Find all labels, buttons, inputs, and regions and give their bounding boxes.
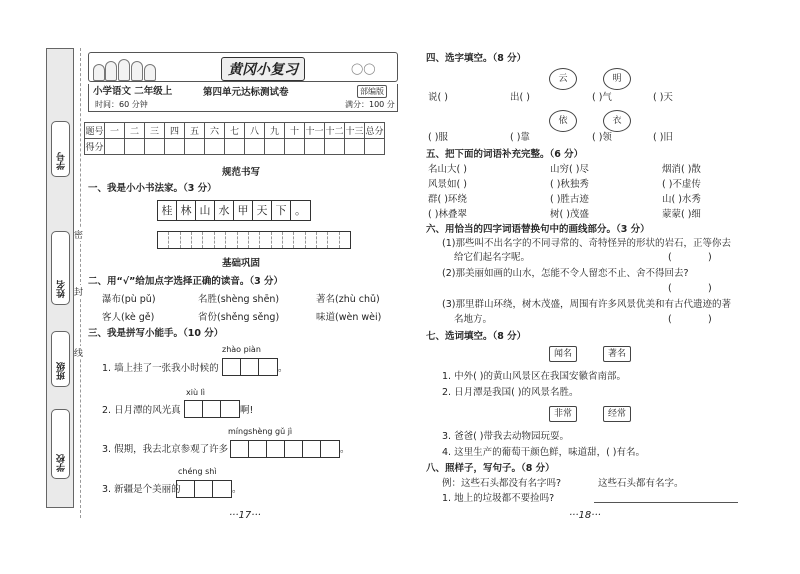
header-banner — [88, 52, 398, 82]
cut-mark-line: 线 — [74, 346, 83, 359]
header-info — [88, 84, 398, 112]
q6-item-2: (2)那美丽如画的山水，怎能不令人留恋不止、舍不得回去? — [442, 268, 689, 279]
question-6-heading: 六、用恰当的四字词语替换句中的画线部分。（3 分） — [426, 224, 650, 235]
score-cell[interactable] — [185, 139, 205, 155]
score-header-cell: 八 — [245, 123, 265, 139]
score-header-cell: 六 — [205, 123, 225, 139]
model-char: 。 — [295, 204, 306, 217]
score-header-cell: 九 — [265, 123, 285, 139]
score-cell[interactable] — [225, 139, 245, 155]
answer-grid-2[interactable] — [184, 400, 240, 418]
idiom-3[interactable]: 烟消( )散 — [662, 164, 701, 175]
page-number-left-value: 17 — [238, 510, 252, 521]
idiom-5[interactable]: ( )秋独秀 — [550, 179, 589, 190]
idiom-4[interactable]: 风景如( ) — [428, 179, 467, 190]
q7-item-1[interactable]: 1. 中外( )的黄山风景区在我国安徽省南部。 — [442, 371, 627, 382]
reading-choice-5[interactable]: 省份(shěng sěng) — [198, 312, 280, 323]
question-8-heading: 八、照样子，写句子。（8 分） — [426, 463, 555, 474]
score-cell[interactable] — [285, 139, 305, 155]
subject-grade: 小学语文 二年级上 — [93, 86, 173, 97]
score-cell[interactable] — [265, 139, 285, 155]
idiom-2[interactable]: 山穷( )尽 — [550, 164, 589, 175]
score-cell[interactable] — [345, 139, 365, 155]
score-header-cell: 二 — [125, 123, 145, 139]
word-box-feichang: 非常 — [549, 406, 577, 422]
score-row-label: 得分 — [85, 139, 105, 155]
score-header-cell: 一 — [105, 123, 125, 139]
edition-badge: 部编版 — [357, 85, 387, 98]
name-label: 姓名 — [57, 280, 67, 298]
punct-1: 。 — [278, 363, 288, 374]
section-heading-norm: 规范书写 — [222, 167, 261, 178]
choice-char-yun: 云 — [549, 68, 577, 90]
punct-4: 。 — [232, 484, 242, 495]
score-header-cell: 七 — [225, 123, 245, 139]
score-header-cell: 十一 — [305, 123, 325, 139]
q7-item-3[interactable]: 3. 爸爸( )带我去动物园玩耍。 — [442, 431, 570, 442]
cut-line — [80, 48, 81, 518]
model-char: 水 — [215, 201, 234, 220]
pinyin-hint-4: chéng shì — [178, 467, 217, 476]
fill-4-7[interactable]: ( )领 — [592, 132, 612, 143]
model-char: 桂 — [158, 201, 177, 220]
fill-4-2[interactable]: 出( ) — [510, 92, 530, 103]
answer-paren-6-3[interactable]: ( ) — [668, 314, 712, 325]
score-header-cell: 十三 — [345, 123, 365, 139]
score-cell[interactable] — [125, 139, 145, 155]
fill-4-3[interactable]: ( )气 — [592, 92, 612, 103]
idiom-1[interactable]: 名山大( ) — [428, 164, 467, 175]
answer-grid-3[interactable] — [230, 440, 340, 458]
binding-sidebar — [46, 48, 74, 508]
score-cell[interactable] — [245, 139, 265, 155]
score-header-cell: 五 — [185, 123, 205, 139]
answer-paren-6-1[interactable]: ( ) — [668, 252, 712, 263]
model-char: 甲 — [234, 201, 253, 220]
score-cell[interactable] — [305, 139, 325, 155]
page-number-right: ···18··· — [569, 510, 601, 521]
answer-paren-6-2[interactable]: ( ) — [668, 283, 712, 294]
score-cell[interactable] — [105, 139, 125, 155]
calligraphy-model-row — [157, 200, 311, 221]
idiom-12[interactable]: 蒙蒙( )细 — [662, 209, 701, 220]
score-cell[interactable] — [325, 139, 345, 155]
fill-4-4[interactable]: ( )天 — [653, 92, 673, 103]
cut-mark-seal: 密 — [74, 228, 83, 241]
idiom-7[interactable]: 群( )环绕 — [428, 194, 467, 205]
score-header-cell: 题号 — [85, 123, 105, 139]
fill-4-8[interactable]: ( )旧 — [653, 132, 673, 143]
class-box — [51, 331, 70, 387]
word-box-jingchang: 经常 — [603, 406, 631, 422]
q7-item-4[interactable]: 4. 这里生产的葡萄干颜色鲜，味道甜，( )有名。 — [442, 447, 646, 458]
score-header-cell: 三 — [145, 123, 165, 139]
model-char: 山 — [196, 201, 215, 220]
name-box — [51, 231, 70, 305]
score-cell[interactable] — [165, 139, 185, 155]
idiom-9[interactable]: 山( )水秀 — [662, 194, 701, 205]
score-header-cell: 四 — [165, 123, 185, 139]
children-illustration — [93, 55, 163, 81]
full-score: 满分：100 分 — [345, 100, 395, 109]
time-limit: 时间：60 分钟 — [95, 100, 148, 109]
reading-choice-6[interactable]: 味道(wèn wèi) — [316, 312, 382, 323]
word-box-zhuming: 著名 — [603, 346, 631, 362]
score-table-score-row — [85, 139, 385, 155]
score-cell[interactable] — [145, 139, 165, 155]
answer-grid-1[interactable] — [222, 358, 278, 376]
question-2-heading: 二、用“√”给加点字选择正确的读音。（3 分） — [88, 276, 283, 287]
model-char: 林 — [177, 201, 196, 220]
q6-item-3-line2: 名地方。 — [454, 314, 493, 325]
model-char: 天 — [253, 201, 272, 220]
q8-example: 例：这些石头都没有名字吗? — [442, 478, 562, 489]
question-7-heading: 七、选词填空。（8 分） — [426, 331, 527, 342]
word-box-wenming: 闻名 — [549, 346, 577, 362]
score-cell[interactable] — [205, 139, 225, 155]
punct-3: 。 — [340, 444, 350, 455]
idiom-6[interactable]: ( )不虚传 — [662, 179, 701, 190]
fill-4-6[interactable]: ( )靠 — [510, 132, 530, 143]
score-header-cell: 十二 — [325, 123, 345, 139]
punct-2: 啊! — [240, 405, 254, 416]
idiom-8[interactable]: ( )胜古迹 — [550, 194, 589, 205]
score-table — [84, 122, 385, 155]
balloon-icon: ◯◯ — [351, 62, 376, 75]
q8-item-1: 1. 地上的垃圾都不要捡吗? — [442, 493, 555, 504]
page-number-right-value: 18 — [578, 510, 592, 521]
q8-example-answer: 这些石头都有名字。 — [598, 478, 684, 489]
idiom-10[interactable]: ( )林叠翠 — [428, 209, 467, 220]
calligraphy-writing-grid[interactable] — [157, 231, 351, 249]
pinyin-hint-2: xiù lì — [186, 388, 206, 397]
pinyin-item-2: 2. 日月潭的风光真 — [102, 405, 181, 416]
idiom-11[interactable]: 树( )茂盛 — [550, 209, 589, 220]
question-3-heading: 三、我是拼写小能手。（10 分） — [88, 328, 224, 339]
q6-item-1-line2: 给它们起名字呢。 — [454, 252, 531, 263]
score-cell[interactable] — [365, 139, 385, 155]
q7-item-2[interactable]: 2. 日月潭是我国( )的风景名胜。 — [442, 387, 579, 398]
choice-char-ming: 明 — [603, 68, 631, 90]
pinyin-item-1: 1. 墙上挂了一张我小时候的 — [102, 363, 219, 374]
school-box — [51, 409, 70, 479]
reading-choice-4[interactable]: 客人(kè gě) — [102, 312, 155, 323]
score-header-cell: 总分 — [365, 123, 385, 139]
reading-choice-3[interactable]: 著名(zhù chǔ) — [316, 294, 380, 305]
reading-choice-2[interactable]: 名胜(shèng shēn) — [198, 294, 280, 305]
reading-choice-1[interactable]: 瀑布(pù pǔ) — [102, 294, 156, 305]
pinyin-hint-1: zhào piàn — [222, 345, 261, 354]
school-label: 学校 — [57, 454, 67, 472]
section-heading-basic: 基础巩固 — [222, 258, 261, 269]
fill-4-5[interactable]: ( )服 — [428, 132, 448, 143]
choice-char-yi2: 衣 — [603, 110, 631, 132]
score-header-cell: 十 — [285, 123, 305, 139]
q6-item-1-line1: (1)那些叫不出名字的不同寻常的、奇特怪异的形状的岩石，正等你去 — [442, 238, 731, 249]
model-char: 下 — [272, 201, 291, 220]
student-id-box — [51, 121, 70, 177]
question-5-heading: 五、把下面的词语补充完整。（6 分） — [426, 149, 584, 160]
choice-char-yi1: 依 — [549, 110, 577, 132]
class-label: 班级 — [57, 362, 67, 380]
q6-item-3-line1: (3)那里群山环绕，树木茂盛，周围有许多风景优美和有古代遗迹的著 — [442, 299, 731, 310]
student-id-label: 学号 — [57, 152, 67, 170]
q8-answer-line[interactable] — [594, 502, 738, 503]
pinyin-item-3: 3. 假期，我去北京参观了许多 — [102, 444, 229, 455]
pinyin-item-4: 3. 新疆是个美丽的 — [102, 484, 181, 495]
pinyin-hint-3: míngshèng gǔ jì — [228, 427, 293, 436]
fill-4-1[interactable]: 说( ) — [428, 92, 448, 103]
question-1-heading: 一、我是小小书法家。（3 分） — [88, 183, 217, 194]
question-4-heading: 四、选字填空。（8 分） — [426, 53, 527, 64]
cut-mark-close: 封 — [74, 285, 83, 298]
answer-grid-4[interactable] — [176, 480, 232, 498]
series-logo: 黄冈小复习 — [221, 57, 305, 81]
test-title: 第四单元达标测试卷 — [203, 87, 289, 98]
page-number-left: ···17··· — [229, 510, 261, 521]
score-table-header-row — [85, 123, 385, 139]
